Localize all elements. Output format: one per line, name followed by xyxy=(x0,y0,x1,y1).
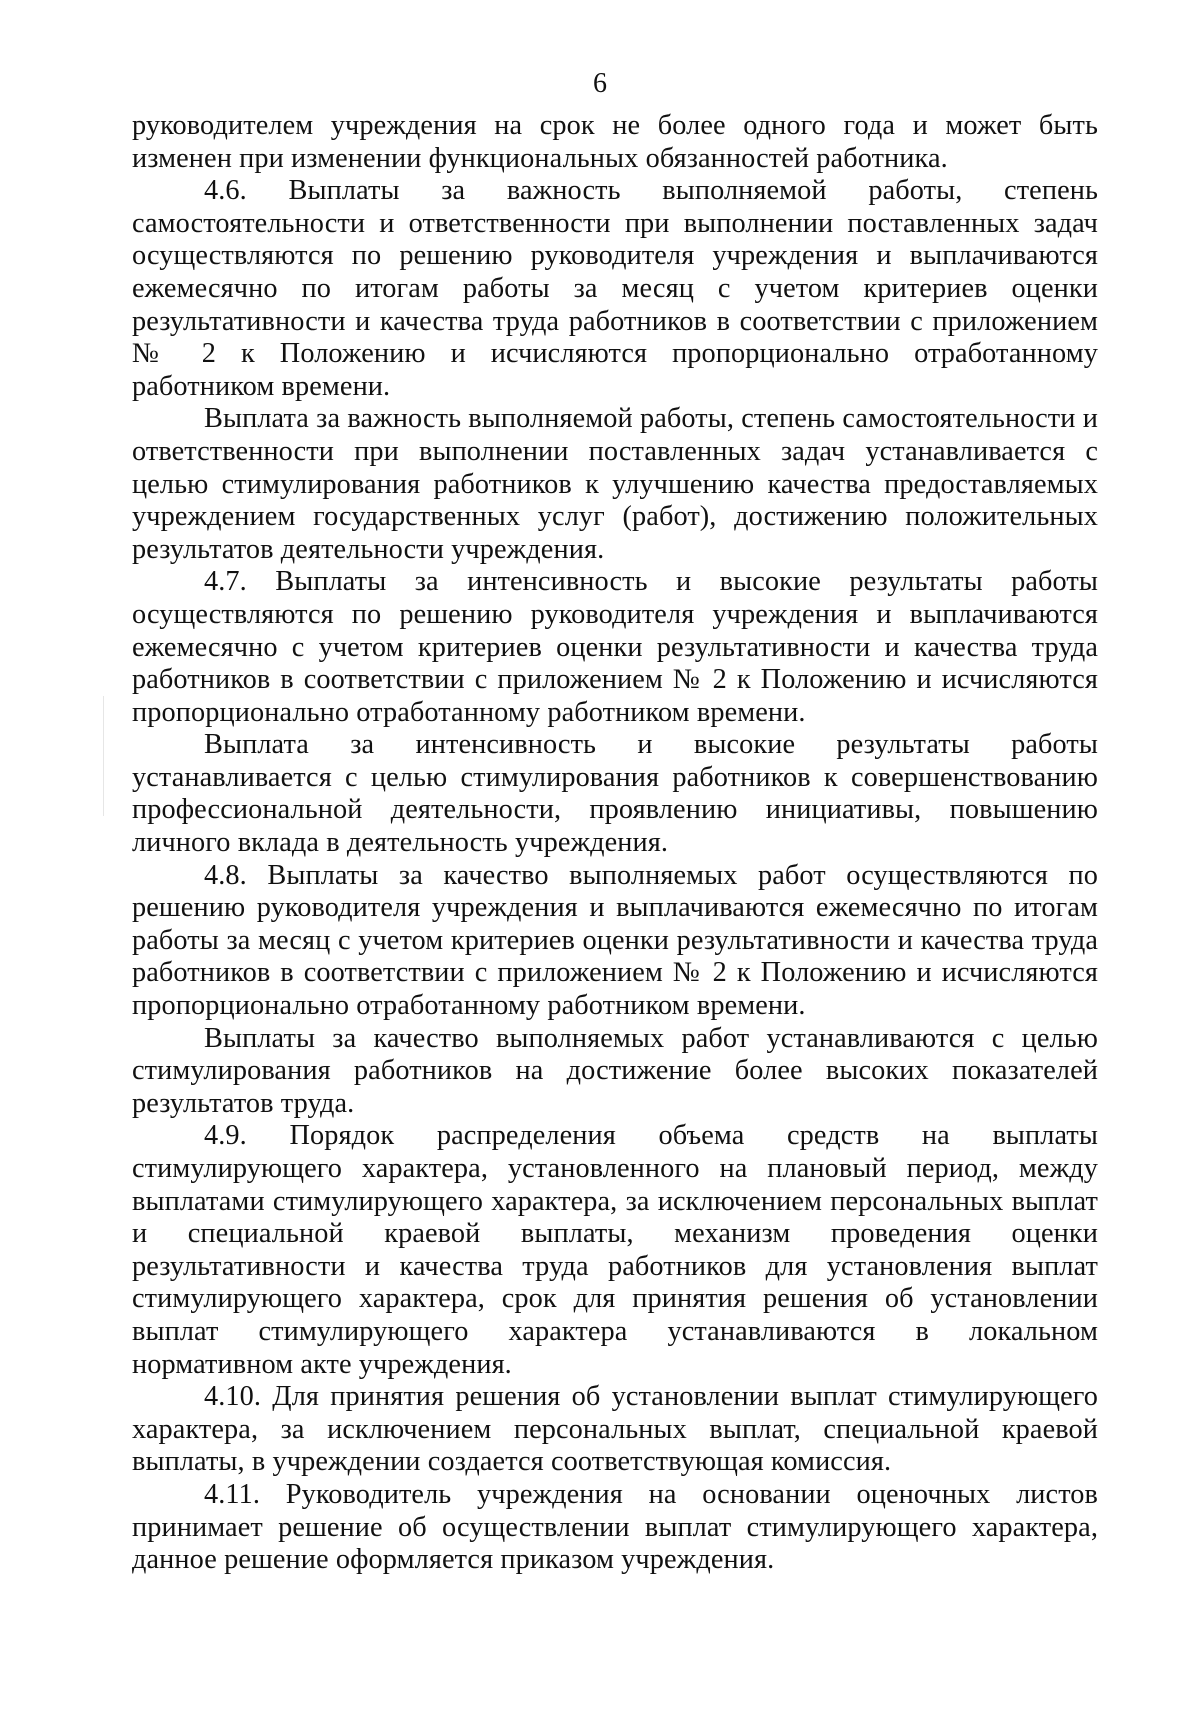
scan-margin-mark xyxy=(103,696,104,816)
document-body xyxy=(132,110,1098,1577)
paragraph-4-7-purpose: Выплата за интенсивность и высокие результаты работы устанавливается с целью стимулирования работников к совершенствованию профессиональной деятельности, проявлению инициативы, повышению личного вклада в деятельность учреждения. xyxy=(132,729,1098,859)
page-number: 6 xyxy=(593,68,607,99)
paragraph-4-11: 4.11. Руководитель учреждения на основании оценочных листов принимает решение об осуществлении выплат стимулирующего характера, данное решение оформляется приказом учреждения. xyxy=(132,1478,1098,1576)
paragraph-continuation: руководителем учреждения на срок не более одного года и может быть изменен при изменении функциональных обязанностей работника. xyxy=(132,110,1098,174)
paragraph-4-8: 4.8. Выплаты за качество выполняемых работ осуществляются по решению руководителя учреждения и выплачиваются ежемесячно по итогам работы за месяц с учетом критериев оценки результативности и качества труда работников в соответствии с приложением № 2 к Положению и исчисляются пропорционально отработанному работником времени. xyxy=(132,859,1098,1022)
paragraph-4-10: 4.10. Для принятия решения об установлении выплат стимулирующего характера, за исключением персональных выплат, специальной краевой выплаты, в учреждении создается соответствующая комиссия. xyxy=(132,1381,1098,1478)
paragraph-4-6-purpose: Выплата за важность выполняемой работы, степень самостоятельности и ответственности при выполнении поставленных задач устанавливается с целью стимулирования работников к улучшению качества предоставляемых учреждением государственных услуг (работ), достижению положительных результатов деятельности учреждения. xyxy=(132,403,1098,565)
paragraph-4-9: 4.9. Порядок распределения объема средств на выплаты стимулирующего характера, установленного на плановый период, между выплатами стимулирующего характера, за исключением персональных выплат и специальной краевой выплаты, механизм проведения оценки результативности и качества труда работников для установления выплат стимулирующего характера, срок для принятия решения об установлении выплат стимулирующего характера устанавливаются в локальном нормативном акте учреждения. xyxy=(132,1120,1098,1380)
paragraph-4-7: 4.7. Выплаты за интенсивность и высокие результаты работы осуществляются по решению руководителя учреждения и выплачиваются ежемесячно с учетом критериев оценки результативности и качества труда работников в соответствии с приложением № 2 к Положению и исчисляются пропорционально отработанному работником времени. xyxy=(132,566,1098,728)
paragraph-4-6: 4.6. Выплаты за важность выполняемой работы, степень самостоятельности и ответственности при выполнении поставленных задач осуществляются по решению руководителя учреждения и выплачиваются ежемесячно по итогам работы за месяц с учетом критериев оценки результативности и качества труда работников в соответствии с приложением № 2 к Положению и исчисляются пропорционально отработанному работником времени. xyxy=(132,175,1098,402)
paragraph-4-8-purpose: Выплаты за качество выполняемых работ устанавливаются с целью стимулирования работников на достижение более высоких показателей результатов труда. xyxy=(132,1022,1098,1119)
